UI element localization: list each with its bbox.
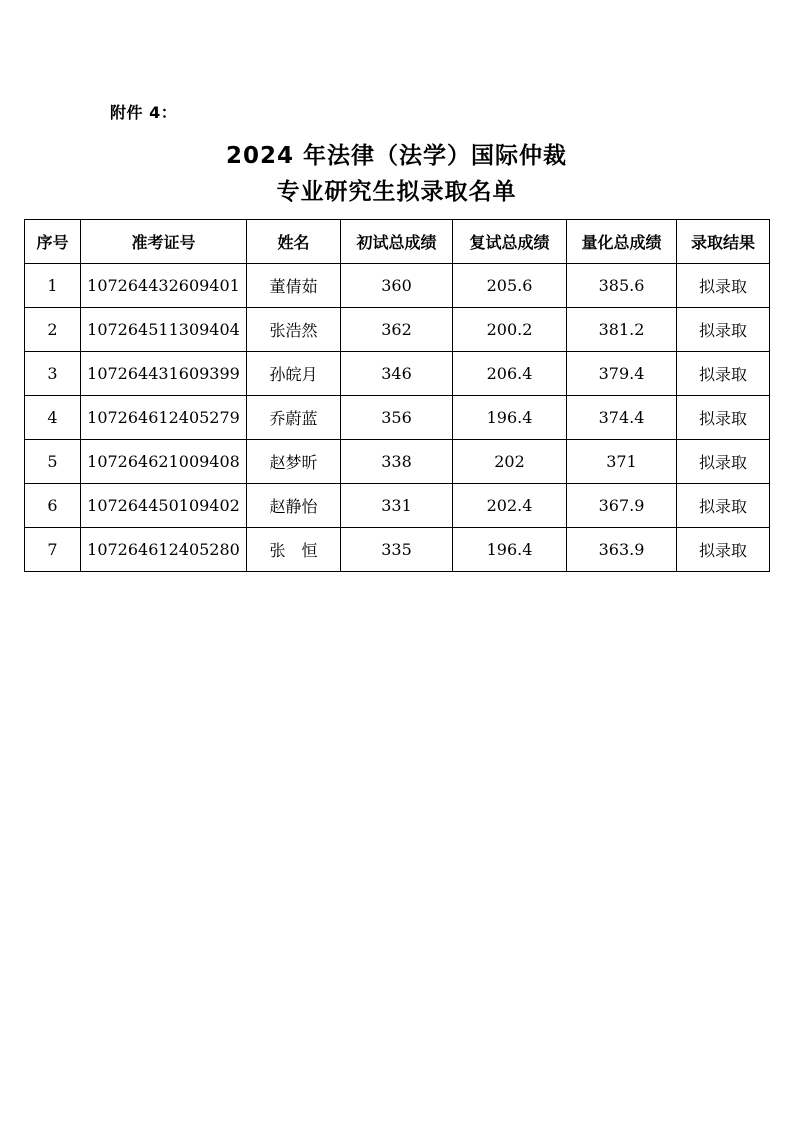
table-row xyxy=(25,308,770,352)
cell-total-score: 367.9 xyxy=(567,484,677,528)
cell-total-score: 381.2 xyxy=(567,308,677,352)
cell-ticket: 107264612405279 xyxy=(81,396,247,440)
cell-result: 拟录取 xyxy=(677,484,770,528)
cell-no: 4 xyxy=(25,396,81,440)
cell-result: 拟录取 xyxy=(677,528,770,572)
cell-total-score: 371 xyxy=(567,440,677,484)
cell-first-score: 356 xyxy=(341,396,453,440)
page-title-line-2: 专业研究生拟录取名单 xyxy=(276,179,517,205)
cell-name: 乔蔚蓝 xyxy=(247,396,341,440)
column-header-no: 序号 xyxy=(25,220,81,264)
cell-name: 赵梦昕 xyxy=(247,440,341,484)
cell-result: 拟录取 xyxy=(677,352,770,396)
cell-name: 赵静怡 xyxy=(247,484,341,528)
cell-first-score: 360 xyxy=(341,264,453,308)
cell-no: 7 xyxy=(25,528,81,572)
cell-total-score: 363.9 xyxy=(567,528,677,572)
cell-no: 5 xyxy=(25,440,81,484)
table-row xyxy=(25,352,770,396)
cell-ticket: 107264431609399 xyxy=(81,352,247,396)
column-header-result: 录取结果 xyxy=(677,220,770,264)
table-row xyxy=(25,440,770,484)
cell-first-score: 335 xyxy=(341,528,453,572)
page-title xyxy=(0,138,793,210)
page-title-line-1: 2024 年法律（法学）国际仲裁 xyxy=(225,143,568,169)
admission-roster-table xyxy=(24,219,770,572)
cell-result: 拟录取 xyxy=(677,264,770,308)
table-row xyxy=(25,484,770,528)
cell-second-score: 206.4 xyxy=(453,352,567,396)
cell-first-score: 331 xyxy=(341,484,453,528)
cell-no: 6 xyxy=(25,484,81,528)
column-header-name: 姓名 xyxy=(247,220,341,264)
cell-second-score: 205.6 xyxy=(453,264,567,308)
cell-name: 董倩茹 xyxy=(247,264,341,308)
cell-name: 孙皖月 xyxy=(247,352,341,396)
attachment-label: 附件 4： xyxy=(110,103,178,122)
cell-total-score: 379.4 xyxy=(567,352,677,396)
cell-name: 张 恒 xyxy=(247,528,341,572)
table-header-row xyxy=(25,220,770,264)
table-row xyxy=(25,528,770,572)
cell-second-score: 196.4 xyxy=(453,528,567,572)
table-row xyxy=(25,396,770,440)
cell-second-score: 202 xyxy=(453,440,567,484)
column-header-ticket: 准考证号 xyxy=(81,220,247,264)
cell-second-score: 200.2 xyxy=(453,308,567,352)
cell-result: 拟录取 xyxy=(677,308,770,352)
cell-first-score: 338 xyxy=(341,440,453,484)
cell-no: 2 xyxy=(25,308,81,352)
table-row xyxy=(25,264,770,308)
cell-ticket: 107264612405280 xyxy=(81,528,247,572)
cell-result: 拟录取 xyxy=(677,396,770,440)
cell-result: 拟录取 xyxy=(677,440,770,484)
cell-first-score: 362 xyxy=(341,308,453,352)
cell-first-score: 346 xyxy=(341,352,453,396)
cell-second-score: 196.4 xyxy=(453,396,567,440)
cell-ticket: 107264450109402 xyxy=(81,484,247,528)
cell-ticket: 107264621009408 xyxy=(81,440,247,484)
cell-total-score: 374.4 xyxy=(567,396,677,440)
cell-name: 张浩然 xyxy=(247,308,341,352)
column-header-second-score: 复试总成绩 xyxy=(453,220,567,264)
cell-ticket: 107264511309404 xyxy=(81,308,247,352)
cell-no: 1 xyxy=(25,264,81,308)
cell-no: 3 xyxy=(25,352,81,396)
cell-second-score: 202.4 xyxy=(453,484,567,528)
column-header-first-score: 初试总成绩 xyxy=(341,220,453,264)
column-header-total-score: 量化总成绩 xyxy=(567,220,677,264)
cell-total-score: 385.6 xyxy=(567,264,677,308)
cell-ticket: 107264432609401 xyxy=(81,264,247,308)
